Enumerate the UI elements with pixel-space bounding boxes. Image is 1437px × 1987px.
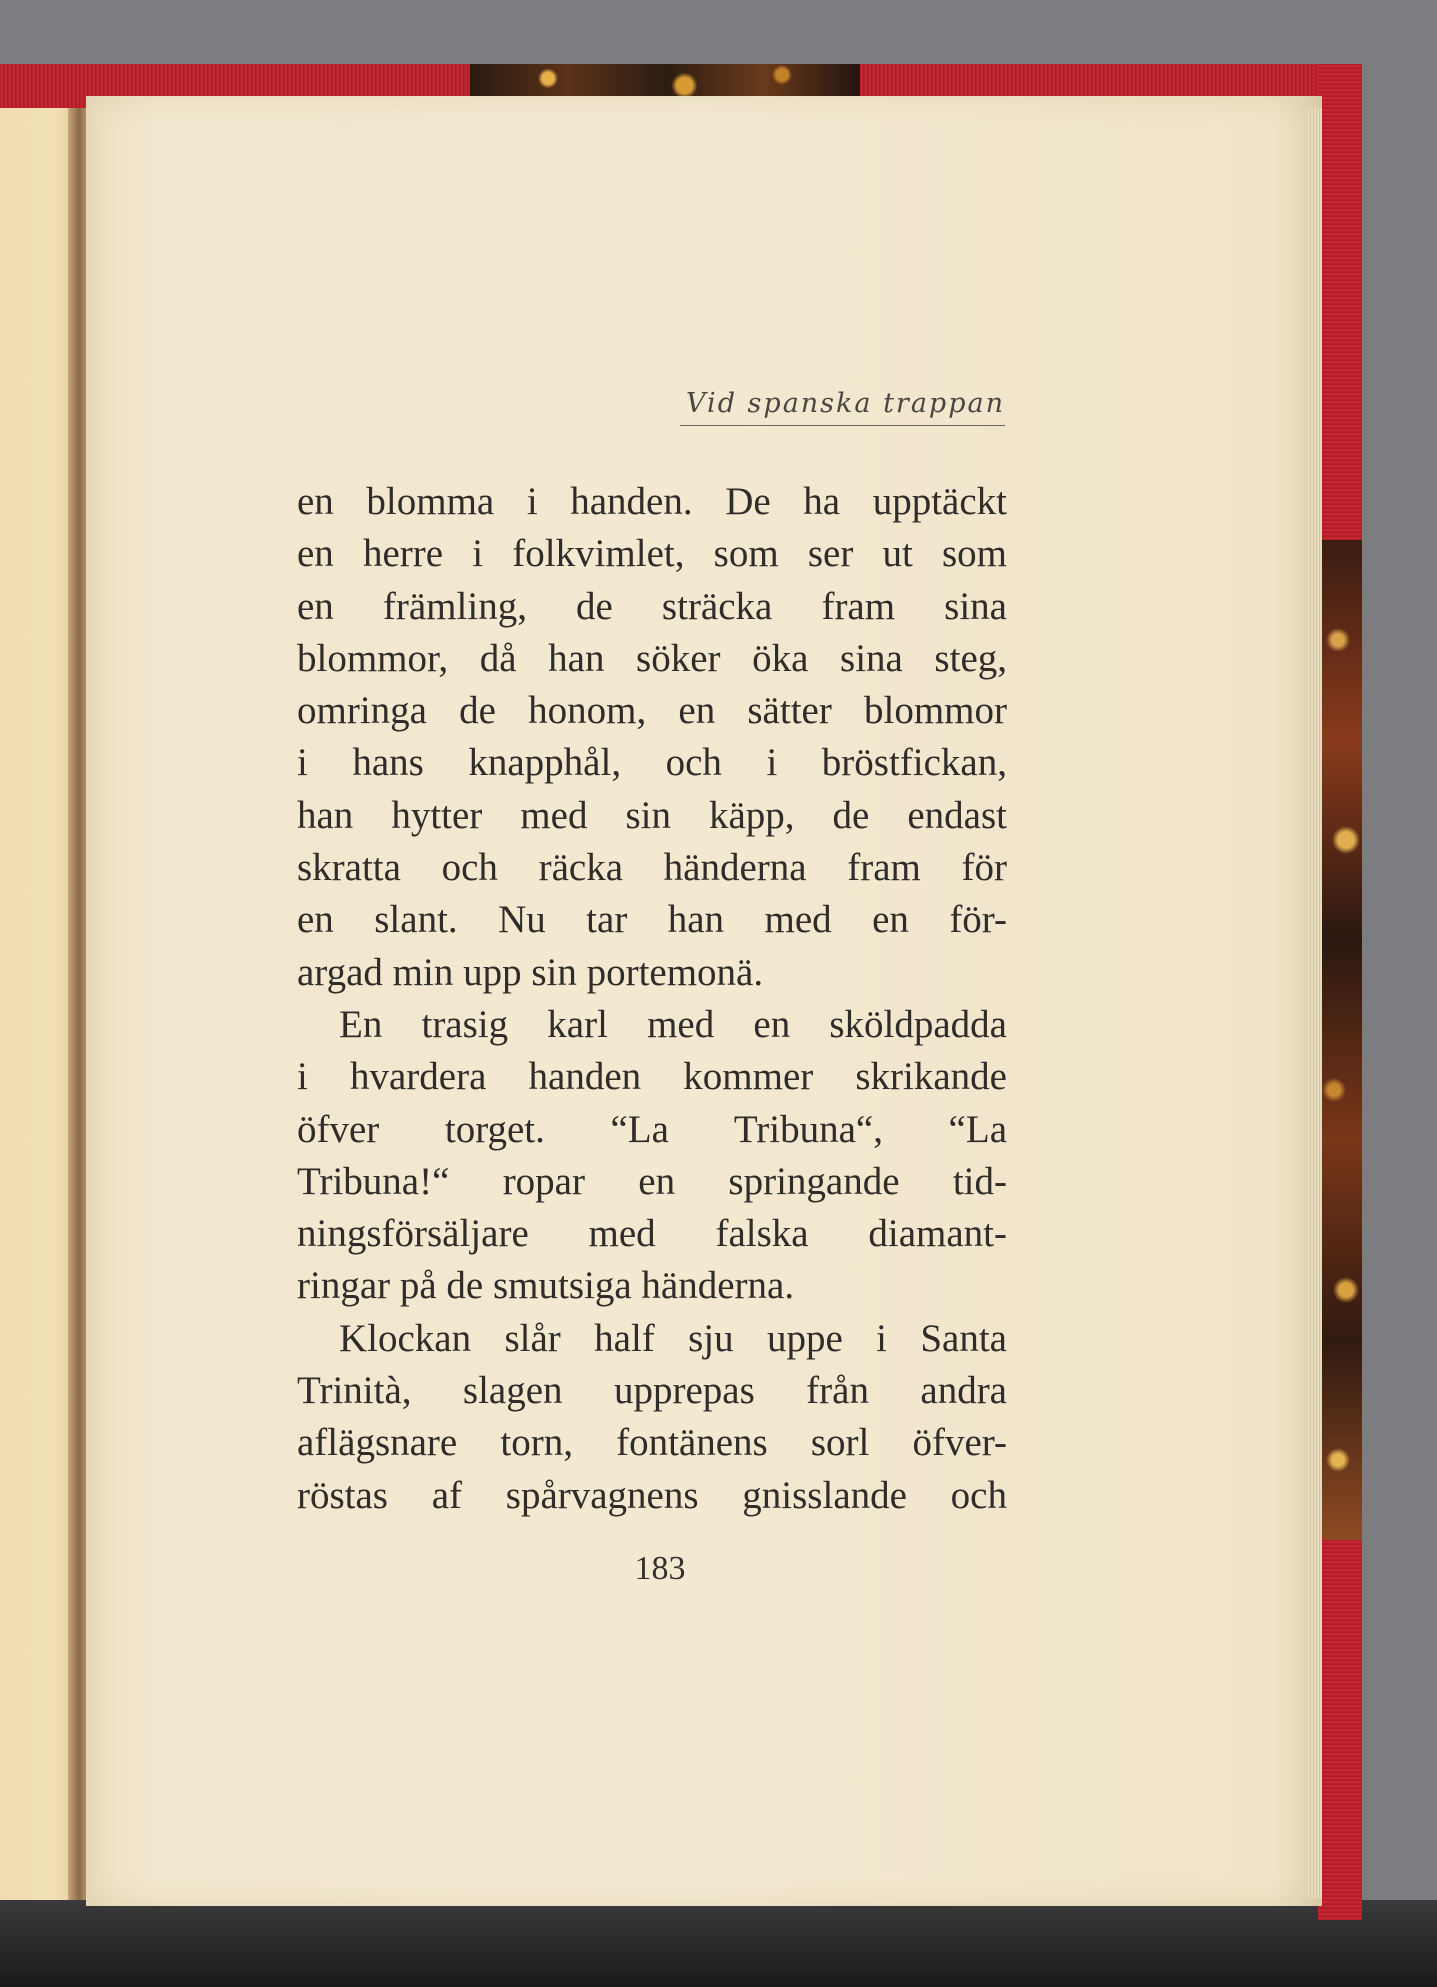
text-line: omringa de honom, en sätter blommor bbox=[297, 689, 1007, 733]
text-line: en blomma i handen. De ha upptäckt bbox=[297, 480, 1007, 523]
text-line: blommor, då han söker öka sina steg, bbox=[297, 636, 1007, 680]
text-line: ningsförsäljare med falska diamant- bbox=[297, 1212, 1007, 1256]
text-line: en främling, de sträcka fram sina bbox=[297, 584, 1007, 628]
page-number: 183 bbox=[634, 1550, 686, 1587]
text-line-paragraph-end: argad min upp sin portemonä. bbox=[297, 950, 764, 994]
marbled-spine-strip bbox=[470, 64, 860, 100]
text-line: i hvardera handen kommer skrikande bbox=[297, 1055, 1007, 1099]
text-line: en herre i folkvimlet, som ser ut som bbox=[297, 532, 1007, 576]
text-line: aflägsnare torn, fontänens sorl öfver- bbox=[297, 1421, 1007, 1465]
text-line-paragraph-end: ringar på de smutsiga händerna. bbox=[297, 1264, 795, 1308]
text-line-paragraph-start: Klockan slår half sju uppe i Santa bbox=[339, 1316, 1007, 1360]
text-line: han hytter med sin käpp, de endast bbox=[297, 793, 1007, 837]
text-line: skratta och räcka händerna fram för bbox=[297, 846, 1007, 890]
text-line: en slant. Nu tar han med en för- bbox=[297, 898, 1007, 942]
text-line: öfver torget. “La Tribuna“, “La bbox=[297, 1107, 1007, 1151]
background-shadow bbox=[0, 1900, 1437, 1987]
text-line: Trinità, slagen upprepas från andra bbox=[297, 1369, 1007, 1413]
text-line: i hans knapphål, och i bröstfickan, bbox=[297, 741, 1007, 785]
body-text bbox=[297, 476, 1007, 1522]
page-stack-edge bbox=[1308, 108, 1322, 1898]
text-line-paragraph-start: En trasig karl med en sköldpadda bbox=[339, 1002, 1007, 1046]
marbled-cover-edge bbox=[1322, 540, 1362, 1540]
text-line: röstas af spårvagnens gnisslande och bbox=[297, 1473, 1007, 1517]
text-line: Tribuna!“ ropar en springande tid- bbox=[297, 1159, 1007, 1203]
running-head: Vid spanska trappan bbox=[680, 388, 1005, 426]
